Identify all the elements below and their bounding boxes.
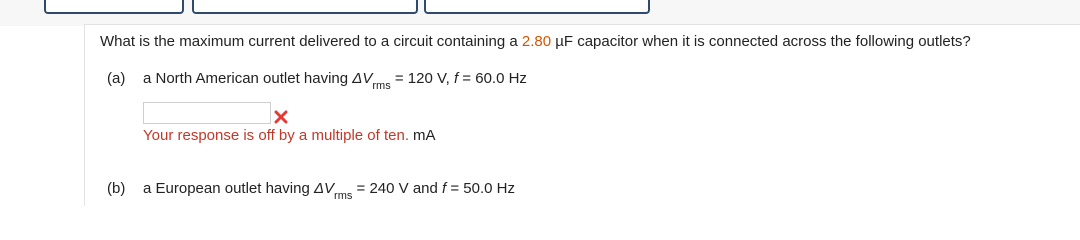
part-a-condition: = 120 V, [390,70,454,87]
part-a-subscript: rms [372,80,391,92]
close-icon [274,110,288,124]
part-a-answer-input[interactable] [143,102,271,124]
top-box-3 [424,0,650,14]
part-a-description: a North American outlet having [143,70,353,87]
top-box-2 [192,0,418,14]
part-a-freq: = 60.0 Hz [458,70,527,87]
part-b-label: (b) [107,180,126,197]
question-text [100,33,971,50]
part-a-label: (a) [107,70,126,87]
part-b-description: a European outlet having [143,180,314,197]
top-box-1 [44,0,184,14]
part-b-subscript: rms [334,190,353,202]
question-text-after: µF capacitor when it is connected across the following outlets? [551,33,971,50]
question-text-before: What is the maximum current delivered to a circuit containing a [100,33,522,50]
part-a-text [143,70,527,92]
part-b-freq-symbol: f [442,180,447,197]
part-a-symbol: ΔV [352,70,373,87]
part-b-condition: = 240 V and [352,180,443,197]
part-a-unit: mA [413,127,436,144]
part-a-feedback-message: Your response is off by a multiple of ten. [143,127,409,144]
part-b-symbol: ΔV [313,180,335,197]
capacitance-value: 2.80 [521,33,552,50]
part-a-freq-symbol: f [453,70,459,87]
part-a-feedback [143,127,436,144]
part-b-text [143,180,515,202]
part-b-freq: = 50.0 Hz [446,180,515,197]
